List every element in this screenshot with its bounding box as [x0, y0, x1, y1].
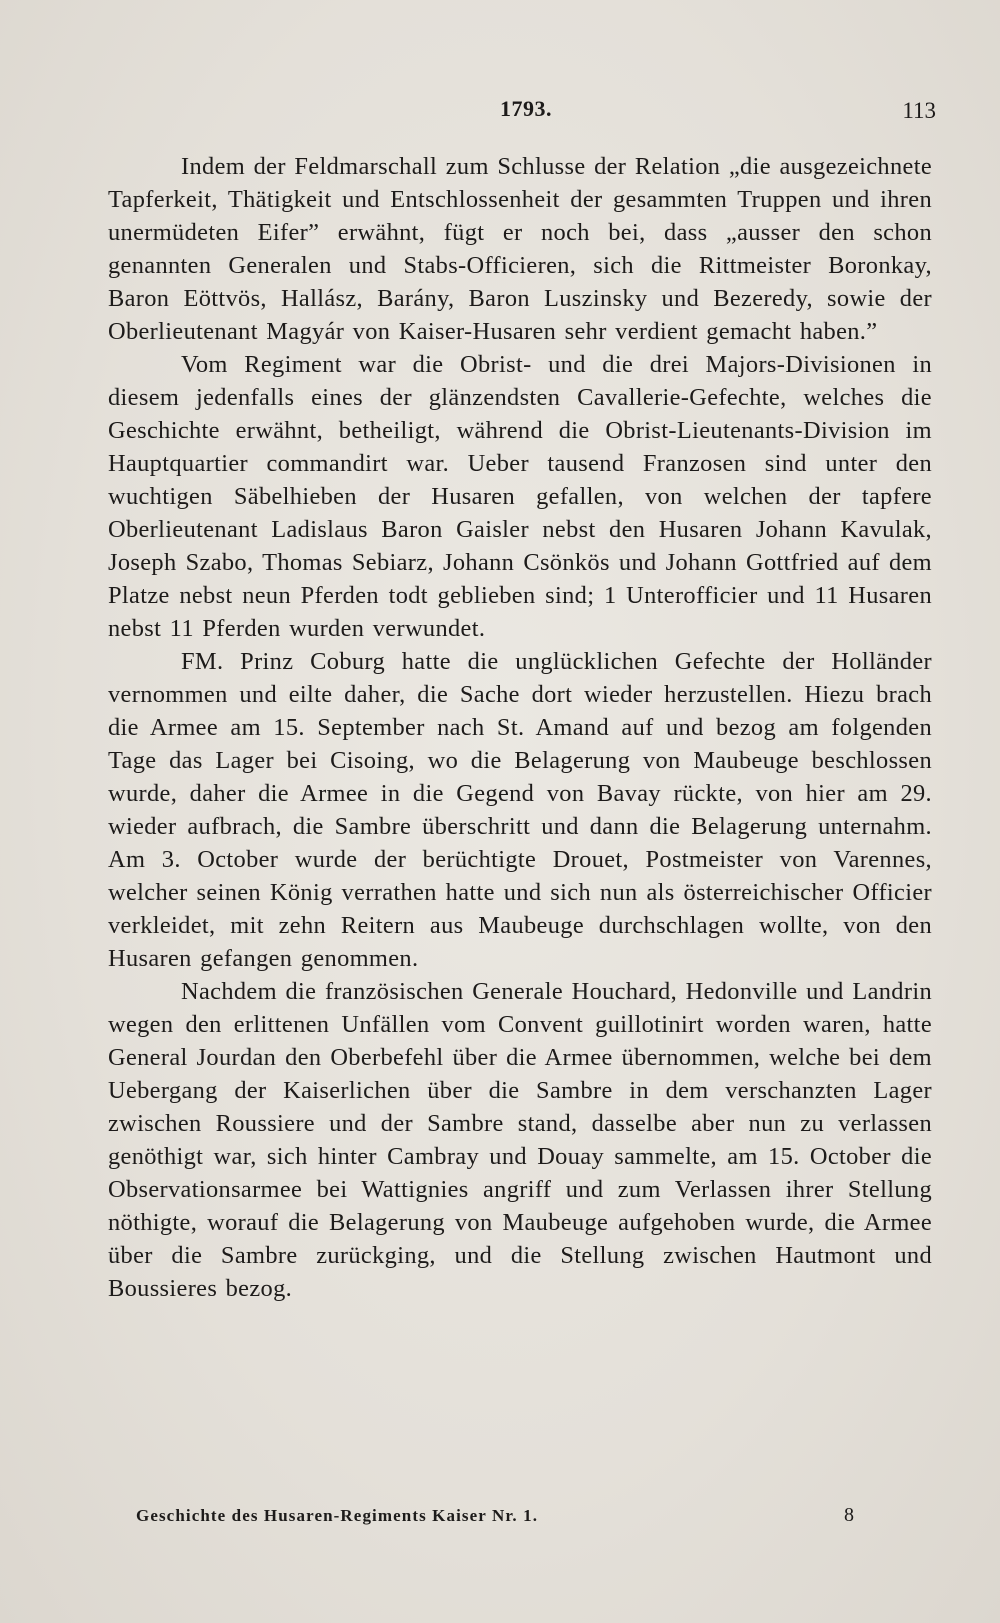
- page-header: [0, 96, 1000, 130]
- running-head-year: 1793.: [500, 96, 552, 121]
- page-number: 113: [902, 98, 936, 123]
- paragraph-2: Vom Regiment war die Obrist- und die drei Majors-Divisionen in diesem jedenfalls eines der glänzendsten Cavallerie-Gefechte, welches die Geschichte erwähnt, betheiligt, während die Obrist-Lieutenants-Division im Hauptquartier commandirt war. Ueber tausend Franzosen sind unter den wuchtigen Säbelhieben der Husaren gefallen, von welchen der tapfere Oberlieutenant Ladislaus Baron Gaisler nebst den Husaren Johann Kavulak, Joseph Szabo, Thomas Sebiarz, Johann Csönkös und Johann Gottfried auf dem Platze nebst neun Pferden todt geblieben sind; 1 Unterofficier und 11 Husaren nebst 11 Pferden wurden verwundet.: [108, 351, 932, 642]
- paragraph-1: Indem der Feldmarschall zum Schlusse der Relation „die ausgezeichnete Tapferkeit, Thätigkeit und Entschlossenheit der gesammten Truppen und ihren unermüdeten Eifer” erwähnt, fügt er noch bei, dass „ausser den schon genannten Generalen und Stabs-Officieren, sich die Rittmeister Boronkay, Baron Eöttvös, Hallász, Barány, Baron Luszinsky und Bezeredy, sowie der Oberlieutenant Magyár von Kaiser-Husaren sehr verdient gemacht haben.”: [108, 153, 932, 345]
- footer-signature: Geschichte des Husaren-Regiments Kaiser Nr. 1.: [136, 1506, 539, 1525]
- body-text: [108, 150, 932, 1305]
- footer-signature-number: 8: [844, 1504, 854, 1526]
- page-footer: [0, 1506, 1000, 1536]
- paragraph-4: Nachdem die französischen Generale Houchard, Hedonville und Landrin wegen den erlittenen Unfällen vom Convent guillotinirt worden waren, hatte General Jourdan den Oberbefehl über die Armee übernommen, welche bei dem Uebergang der Kaiserlichen über die Sambre in dem verschanzten Lager zwischen Roussiere und der Sambre stand, dasselbe aber nun zu verlassen genöthigt war, sich hinter Cambray und Douay sammelte, am 15. October die Observationsarmee bei Wattignies angriff und zum Verlassen ihrer Stellung nöthigte, worauf die Belagerung von Maubeuge aufgehoben wurde, die Armee über die Sambre zurückging, und die Stellung zwischen Hautmont und Boussieres bezog.: [108, 978, 932, 1302]
- paragraph-3: FM. Prinz Coburg hatte die unglücklichen Gefechte der Holländer vernommen und eilte daher, die Sache dort wieder herzustellen. Hiezu brach die Armee am 15. September nach St. Amand auf und bezog am folgenden Tage das Lager bei Cisoing, wo die Belagerung von Maubeuge beschlossen wurde, daher die Armee in die Gegend von Bavay rückte, von hier am 29. wieder aufbrach, die Sambre überschritt und dann die Belagerung unternahm. Am 3. October wurde der berüchtigte Drouet, Postmeister von Varennes, welcher seinen König verrathen hatte und sich nun als österreichischer Officier verkleidet, mit zehn Reitern aus Maubeuge durchschlagen wollte, von den Husaren gefangen genommen.: [108, 648, 932, 972]
